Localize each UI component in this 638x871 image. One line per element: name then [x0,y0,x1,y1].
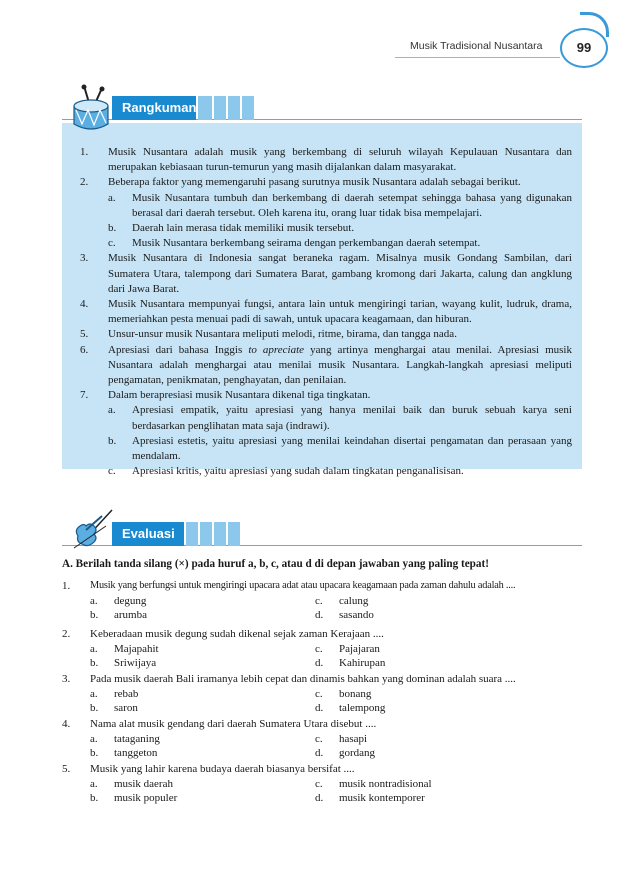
header-block [242,96,254,120]
answer-option[interactable]: a. tataganing [90,732,160,745]
answer-option[interactable]: c. musik nontradisional [315,777,432,790]
question: 3. Pada musik daerah Bali iramanya lebih cepat dan dinamis bahkan yang dominan adalah suara .... a. rebab c. bonang b. saron d. talempong [62,673,516,714]
header-block [214,96,226,120]
header-rule [395,57,560,58]
running-title: Musik Tradisional Nusantara [410,40,543,52]
summary-header [112,96,262,120]
answer-option[interactable]: a. degung [90,594,147,607]
summary-item: 6. Apresiasi dari bahasa Inggis to apreciate yang artinya menghargai atau menilai. Apresiasi musik Nusantara adalah menghargai atau menilai musik Nusantara. Langkah-langkah apresiasi meliputi pengamatan, penikmatan, penghayatan, dan penilaian. [80,343,572,387]
question: 5. Musik yang lahir karena budaya daerah biasanya bersifat .... a. musik daerah c. musik nontradisional b. musik populer d. musik kontemporer [62,762,582,806]
violin-icon [72,506,116,550]
answer-option[interactable]: c. Pajajaran [315,642,380,655]
summary-subitem: b. Daerah lain merasa tidak memiliki musik tersebut. [108,222,355,235]
answer-option[interactable]: b. saron [90,702,138,714]
question: 2. Keberadaan musik degung sudah dikenal sejak zaman Kerajaan .... a. Majapahit c. Pajajaran b. Sriwijaya d. Kahirupan [62,627,582,671]
summary-subitem: a. Musik Nusantara tumbuh dan berkembang di daerah setempat sehingga bahasa yang digunakan berasal dari daerah tersebut. Oleh karena itu, orang luar tidak bisa mempelajari. [108,191,572,219]
summary-subitem: a. Apresiasi empatik, yaitu apresiasi yang hanya menilai baik dan buruk sebuah karya seni berdasarkan penglihatan mata saja (indrawi). [108,404,572,432]
summary-item: 1. Musik Nusantara adalah musik yang berkembang di seluruh wilayah Kepulauan Nusantara dan merupakan kebiasaan turun-temurun yang masih dijalankan dalam masyarakat. [80,146,572,174]
answer-option[interactable]: c. bonang [315,687,372,700]
question: 4. Nama alat musik gendang dari daerah Sumatera Utara disebut .... a. tataganing c. hasapi b. tanggeton d. gordang [62,717,582,761]
header-block [186,522,198,546]
answer-option[interactable]: a. musik daerah [90,777,173,790]
answer-option[interactable]: a. Majapahit [90,642,159,655]
answer-option[interactable]: b. musik populer [90,792,178,804]
answer-option[interactable]: d. musik kontemporer [315,792,425,804]
answer-option[interactable]: d. talempong [315,702,386,714]
answer-option[interactable]: b. tanggeton [90,747,158,759]
summary-subitem: b. Apresiasi estetis, yaitu apresiasi yang menilai keindahan disertai pengamatan dan perasaan yang mendalam. [108,434,572,463]
summary-list [80,145,572,479]
header-block [198,96,212,120]
page-number: 99 [560,28,608,68]
summary-title: Rangkuman [112,96,196,120]
answer-option[interactable]: b. arumba [90,609,147,621]
summary-item: 2. Beberapa faktor yang memengaruhi pasang surutnya musik Nusantara adalah sebagai berikut. a. Musik Nusantara tumbuh dan berkembang di daerah setempat sehingga bahasa yang digunakan berasal dari daerah tersebut. Oleh karena itu, orang luar tidak bisa mempelajari. b. Daerah lain merasa tidak memiliki musik tersebut. c. Musik Nusantara berkembang seirama dengan perkembangan daerah setempat. [80,175,572,251]
drum-icon [70,84,112,134]
summary-item: 3. Musik Nusantara di Indonesia sangat beraneka ragam. Misalnya musik Gondang Sambilan, dari Sumatera Utara, talempong dari Sumatera Barat, gambang kromong dari Jakarta, calung dan angklung dari Jawa Barat. [80,252,572,295]
question: 1. Musik yang berfungsi untuk mengiringi upacara adat atau upacara keagamaan pada zaman dahulu adalah .... a. degung c. calung b. arumba d. sasando [62,580,516,621]
answer-option[interactable]: d. Kahirupan [315,657,386,669]
answer-option[interactable]: c. hasapi [315,732,368,745]
summary-item: 4. Musik Nusantara mempunyai fungsi, antara lain untuk mengiringi tarian, wayang kulit, ludruk, drama, memeriahkan pesta menuai padi di sawah, untuk upacara keagamaan, dan hiburan. [80,298,572,326]
evaluation-instruction: A. Berilah tanda silang (×) pada huruf a, b, c, atau d di depan jawaban yang paling tepat! [62,558,489,570]
header-block [214,522,226,546]
header-block [228,96,240,120]
header-block [200,522,212,546]
summary-subitem: c. Musik Nusantara berkembang seirama dengan perkembangan daerah setempat. [108,237,481,250]
summary-item: 7. Dalam berapresiasi musik Nusantara dikenal tiga tingkatan. a. Apresiasi empatik, yaitu apresiasi yang hanya menilai baik dan buruk sebuah karya seni berdasarkan penglihatan mata saja (indrawi). b. Apresiasi estetis, yaitu apresiasi yang menilai keindahan disertai pengamatan dan perasaan yang mendalam. c. Apresiasi kritis, yaitu apresiasi yang sudah dalam tingkatan penganalisisan. [80,388,572,479]
answer-option[interactable]: d. gordang [315,747,376,759]
answer-option[interactable]: d. sasando [315,609,374,621]
answer-option[interactable]: a. rebab [90,687,139,700]
header-block [228,522,240,546]
answer-option[interactable]: b. Sriwijaya [90,657,157,669]
evaluation-header [112,522,262,546]
summary-subitem: c. Apresiasi kritis, yaitu apresiasi yang sudah dalam tingkatan penganalisisan. [108,465,464,478]
answer-option[interactable]: c. calung [315,594,369,607]
summary-item: 5. Unsur-unsur musik Nusantara meliputi melodi, ritme, birama, dan tangga nada. [80,328,457,341]
evaluation-title: Evaluasi [112,522,184,546]
